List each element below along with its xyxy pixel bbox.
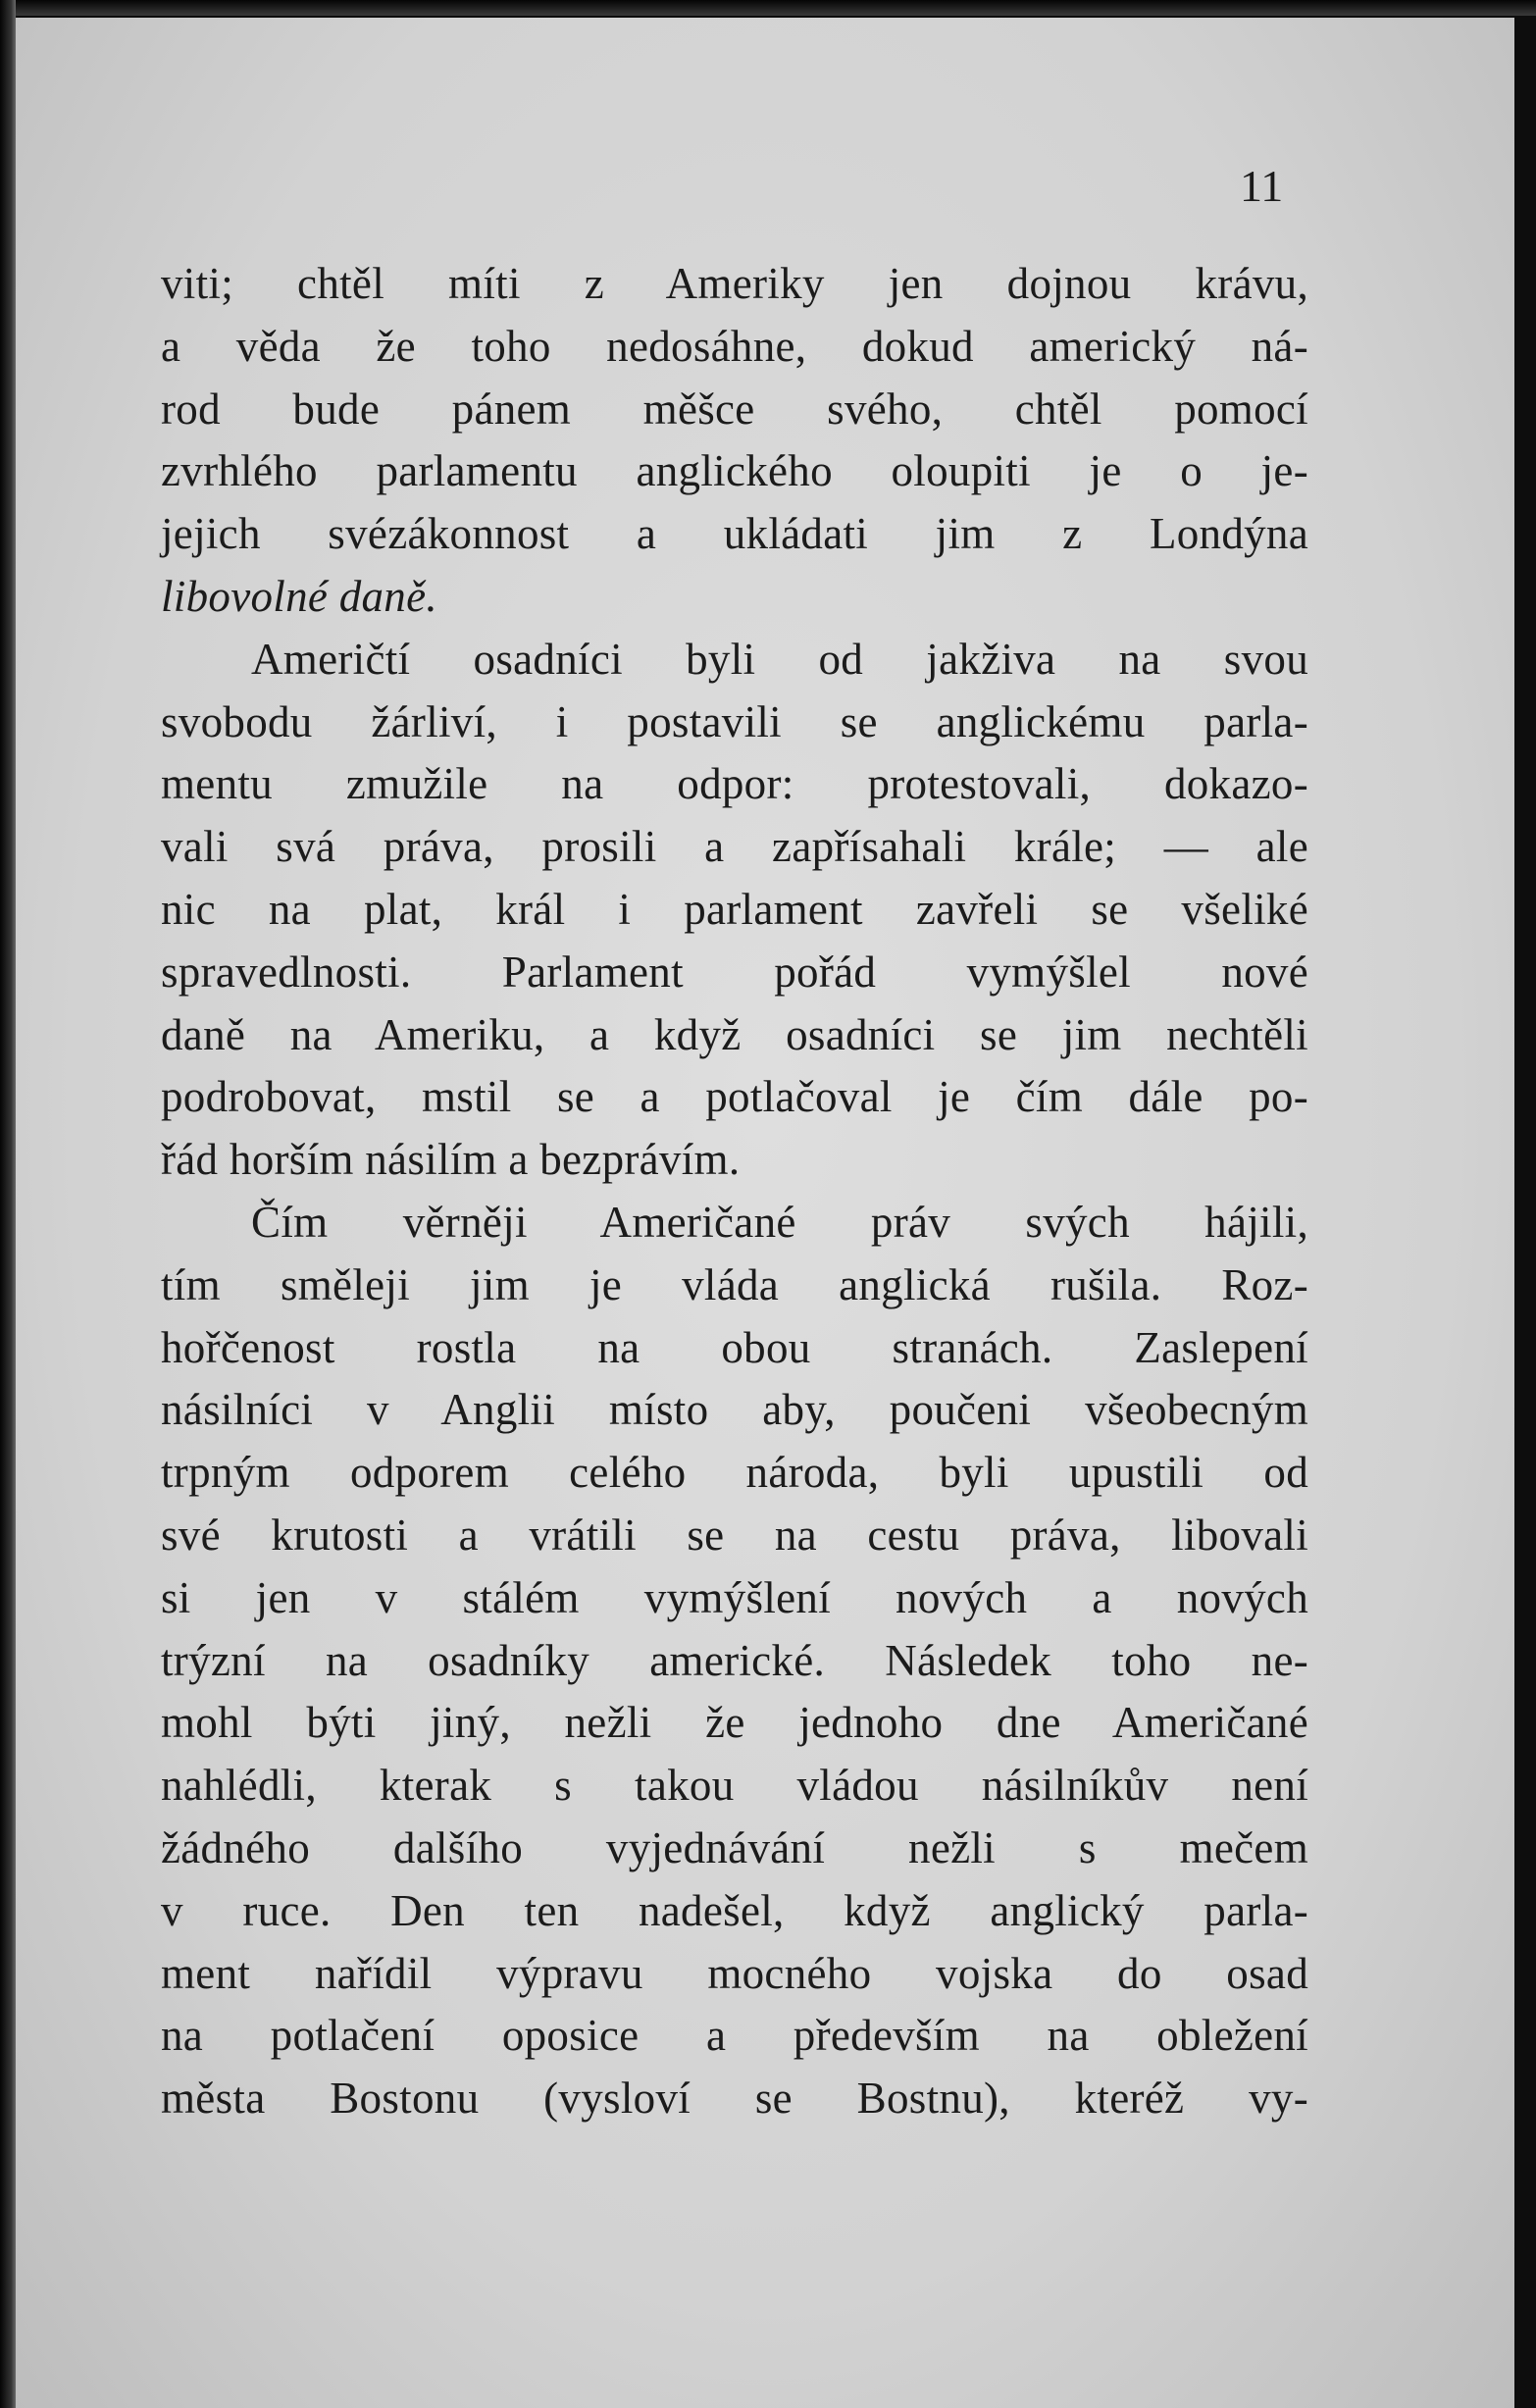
scan-top-border [0, 0, 1536, 16]
text-line: a věda že toho nedosáhne, dokud americký ná- [161, 321, 1308, 371]
text-line: svobodu žárliví, i postavili se anglickému parla- [161, 696, 1308, 746]
text-line: násilníci v Anglii místo aby, poučeni všeobecným [161, 1385, 1308, 1435]
text-line: trpným odporem celého národa, byli upustili od [161, 1448, 1308, 1498]
text-line: ment nařídil výpravu mocného vojska do osad [161, 1948, 1308, 1998]
scan-left-border [0, 0, 16, 2408]
text-line: trýzní na osadníky americké. Následek toho ne- [161, 1635, 1308, 1685]
text-line: tím směleji jim je vláda anglická rušila. Roz- [161, 1259, 1308, 1309]
text-line: spravedlnosti. Parlament pořád vymýšlel nové [161, 947, 1308, 997]
text-line: viti; chtěl míti z Ameriky jen dojnou krávu, [161, 259, 1308, 308]
text-line: města Bostonu (vysloví se Bostnu), kteréž vy- [161, 2074, 1308, 2124]
text-line: Čím věrněji Američané práv svých hájili, [251, 1197, 1308, 1247]
text-line: si jen v stálém vymýšlení nových a nových [161, 1572, 1308, 1622]
text-line: nic na plat, král i parlament zavřeli se všeliké [161, 884, 1308, 934]
text-line: v ruce. Den ten nadešel, když anglický parla- [161, 1885, 1308, 1935]
text-line: řád horším násilím a bezprávím. [161, 1135, 741, 1185]
text-line: hořčenost rostla na obou stranách. Zaslepení [161, 1322, 1308, 1372]
text-line: podrobovat, mstil se a potlačoval je čím dále po- [161, 1072, 1308, 1122]
text-line: zvrhlého parlamentu anglického oloupiti je o je- [161, 446, 1308, 496]
text-line: na potlačení oposice a především na obležení [161, 2011, 1308, 2061]
text-line: rod bude pánem měšce svého, chtěl pomocí [161, 384, 1308, 434]
text-line: vali svá práva, prosili a zapřísahali krále; — ale [161, 822, 1308, 872]
text-line: žádného dalšího vyjednávání nežli s mečem [161, 1822, 1308, 1872]
page-number: 11 [1240, 161, 1284, 211]
text-line: libovolné daně. [161, 571, 437, 621]
text-line: nahlédli, kterak s takou vládou násilníkův není [161, 1761, 1308, 1811]
text-line: daně na Ameriku, a když osadníci se jim nechtěli [161, 1009, 1308, 1059]
text-line: mentu zmužile na odpor: protestovali, dokazo- [161, 759, 1308, 809]
text-line: své krutosti a vrátili se na cestu práva, libovali [161, 1510, 1308, 1560]
book-page [14, 18, 1514, 2408]
text-line: mohl býti jiný, nežli že jednoho dne Američané [161, 1698, 1308, 1748]
body-text [161, 253, 1308, 2130]
text-line: jejich svézákonnost a ukládati jim z Londýna [161, 509, 1308, 559]
text-line: Američtí osadníci byli od jakživa na svou [251, 634, 1308, 684]
